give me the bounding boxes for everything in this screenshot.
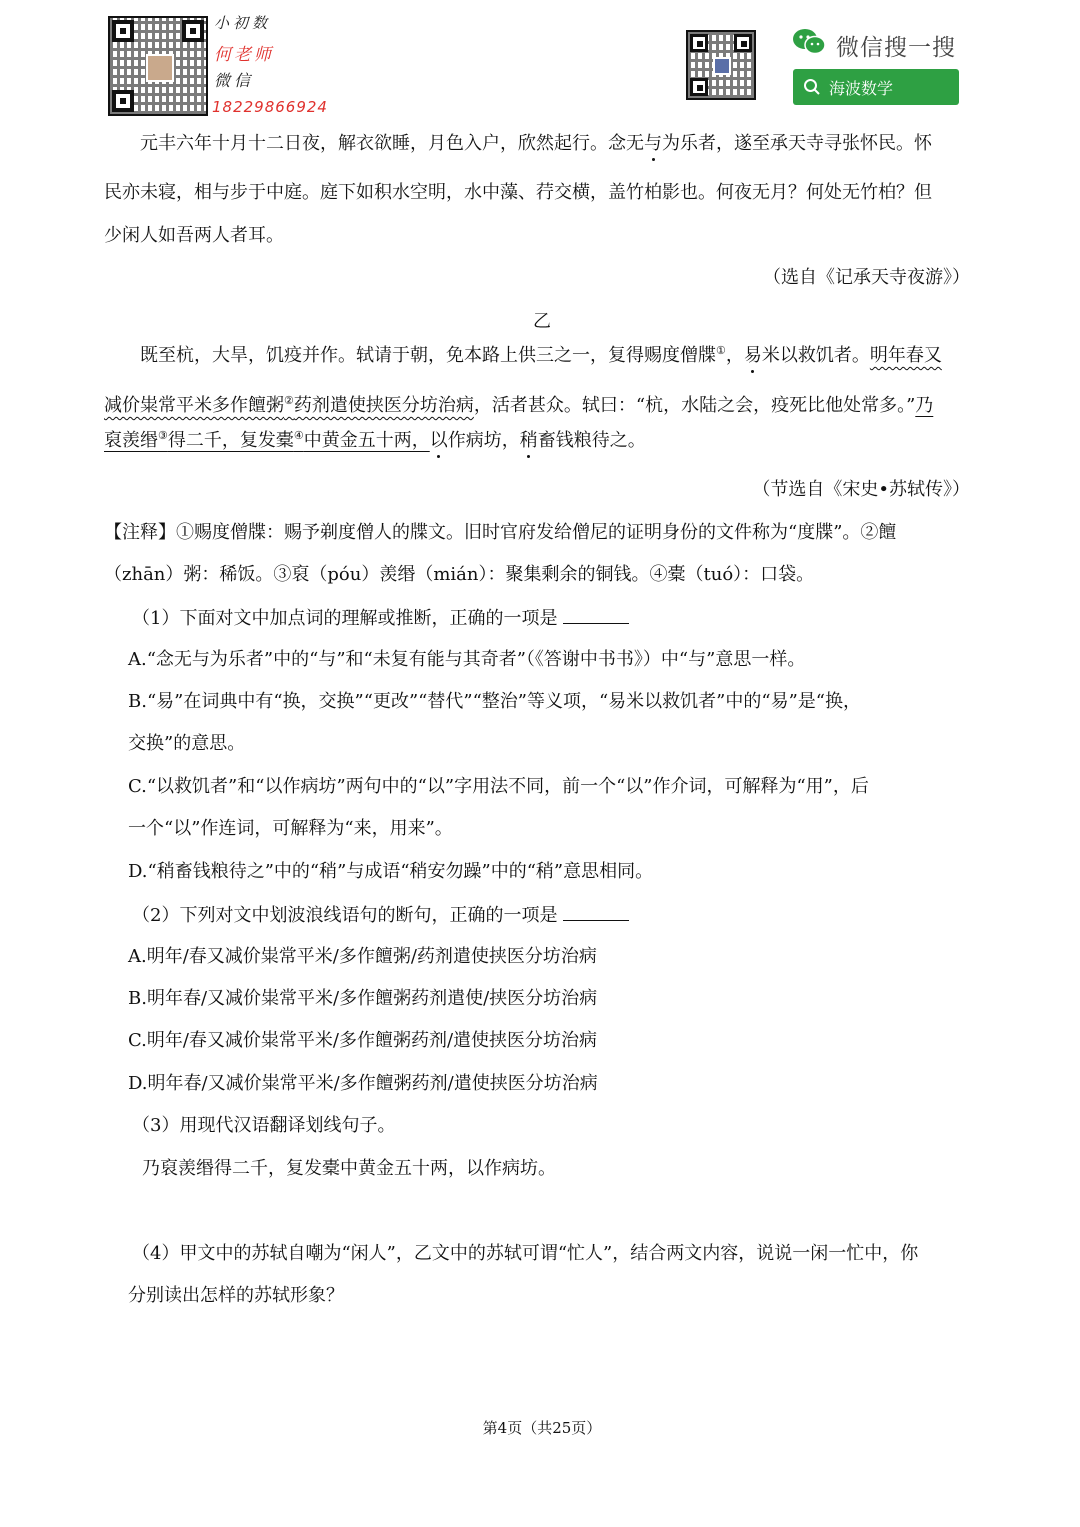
passage-a-source: （选自《记承天寺夜游》） — [763, 267, 970, 288]
passage-b-heading: 乙 — [533, 311, 551, 332]
q2-option-b: B.明年春/又减价粜常平米/多作饘粥药剂遣使/挟医分坊治病 — [128, 988, 598, 1009]
q2-option-d: D.明年春/又减价粜常平米/多作饘粥药剂/遣使挟医分坊治病 — [128, 1073, 598, 1094]
passage-a-line-3: 少闲人如吾两人者耳。 — [104, 225, 284, 246]
q2-option-a: A.明年/春又减价粜常平米/多作饘粥/药剂遣使挟医分坊治病 — [128, 946, 597, 967]
underlined-text-1: 乃 — [915, 395, 934, 416]
qr-code-left — [108, 16, 208, 116]
q1-answer-blank[interactable] — [563, 605, 629, 624]
q3-sentence: 乃裒羡缗得二千，复发橐中黄金五十两，以作病坊。 — [142, 1158, 556, 1179]
q4-line-2: 分别读出怎样的苏轼形象？ — [128, 1285, 344, 1306]
q3-stem: （3）用现代汉语翻译划线句子。 — [132, 1115, 396, 1136]
contact-line-3: 微信 — [214, 71, 255, 90]
dotted-char-shao: 稍 — [519, 430, 538, 451]
search-button[interactable] — [793, 69, 959, 105]
q1-option-d: D.“稍畜钱粮待之”中的“稍”与成语“稍安勿躁”中的“稍”意思相同。 — [128, 861, 654, 882]
passage-b-line-3: 裒羡缗③得二千，复发橐④中黄金五十两，以作病坊，稍畜钱粮待之。 — [104, 429, 646, 451]
passage-b-line-2: 减价粜常平米多作饘粥②药剂遣使挟医分坊治病，活者甚众。轼曰：“杭，水陆之会，疫死比他处常多。”乃 — [104, 394, 934, 416]
wechat-search-label: 微信搜一搜 — [836, 35, 956, 61]
dotted-char-yi: 易 — [743, 345, 762, 366]
search-icon — [803, 78, 821, 96]
wavy-text-1: 明年春又 — [869, 345, 942, 366]
dotted-char-yi2: 以 — [429, 430, 448, 451]
passage-b-line-1: 既至杭，大旱，饥疫并作。轼请于朝，免本路上供三之一，复得赐度僧牒①，易米以救饥者。明年春又 — [140, 344, 942, 366]
search-button-label: 海波数学 — [829, 79, 894, 98]
qr-avatar — [146, 54, 174, 82]
dotted-char-yu: 与 — [644, 133, 662, 154]
q1-option-b-line-1: B.“易”在词典中有“换，交换”“更改”“替代”“整治”等义项，“易米以救饥者”中的“易”是“换， — [128, 691, 861, 712]
q1-option-c-line-2: 一个“以”作连词，可解释为“来，用来”。 — [128, 818, 453, 839]
q1-option-b-line-2: 交换”的意思。 — [128, 733, 246, 754]
q2-option-c: C.明年/春又减价粜常平米/多作饘粥药剂/遣使挟医分坊治病 — [128, 1030, 598, 1051]
q4-line-1: （4）甲文中的苏轼自嘲为“闲人”，乙文中的苏轼可谓“忙人”，结合两文内容，说说一闲一忙中，你 — [132, 1243, 919, 1264]
passage-a-line-1: 元丰六年十月十二日夜，解衣欲睡，月色入户，欣然起行。念无与为乐者，遂至承天寺寻张怀民。怀 — [140, 133, 932, 154]
passage-a-line-2: 民亦未寝，相与步于中庭。庭下如积水空明，水中藻、荇交横，盖竹柏影也。何夜无月？何处无竹柏？但 — [104, 182, 932, 203]
contact-phone: 18229866924 — [212, 98, 328, 116]
qr-code-right — [686, 30, 756, 100]
q1-option-c-line-1: C.“以救饥者”和“以作病坊”两句中的“以”字用法不同，前一个“以”作介词，可解释为“用”，后 — [128, 776, 869, 797]
q1-stem: （1）下面对文中加点词的理解或推断，正确的一项是 — [132, 605, 1008, 631]
q1-option-a: A.“念无与为乐者”中的“与”和“未复有能与其奇者”（《答谢中书书》）中“与”意思一样。 — [128, 649, 806, 670]
underlined-text-2: 裒羡缗③得二千，复发橐④中黄金五十两， — [104, 429, 430, 451]
contact-line-1: 小初数 — [214, 14, 272, 32]
contact-line-2: 何老师 — [214, 45, 274, 65]
qr-logo — [713, 57, 731, 75]
q2-answer-blank[interactable] — [563, 902, 629, 921]
notes-line-1: 【注释】①赐度僧牒：赐予剃度僧人的牒文。旧时官府发给僧尼的证明身份的文件称为“度牒”。②饘 — [104, 522, 897, 543]
passage-b-source: （节选自《宋史•苏轼传》） — [752, 479, 970, 500]
wechat-icon — [792, 28, 826, 56]
notes-line-2: （zhān）粥：稀饭。③裒（póu）羡缗（mián）：聚集剩余的铜钱。④橐（tuó）：口袋。 — [104, 564, 815, 585]
page-number: 第4页（共25页） — [482, 1419, 602, 1437]
wavy-text-2: 减价粜常平米多作饘粥②药剂遣使挟医分坊治病 — [104, 394, 474, 416]
q2-stem: （2）下列对文中划波浪线语句的断句，正确的一项是 — [132, 902, 1008, 928]
